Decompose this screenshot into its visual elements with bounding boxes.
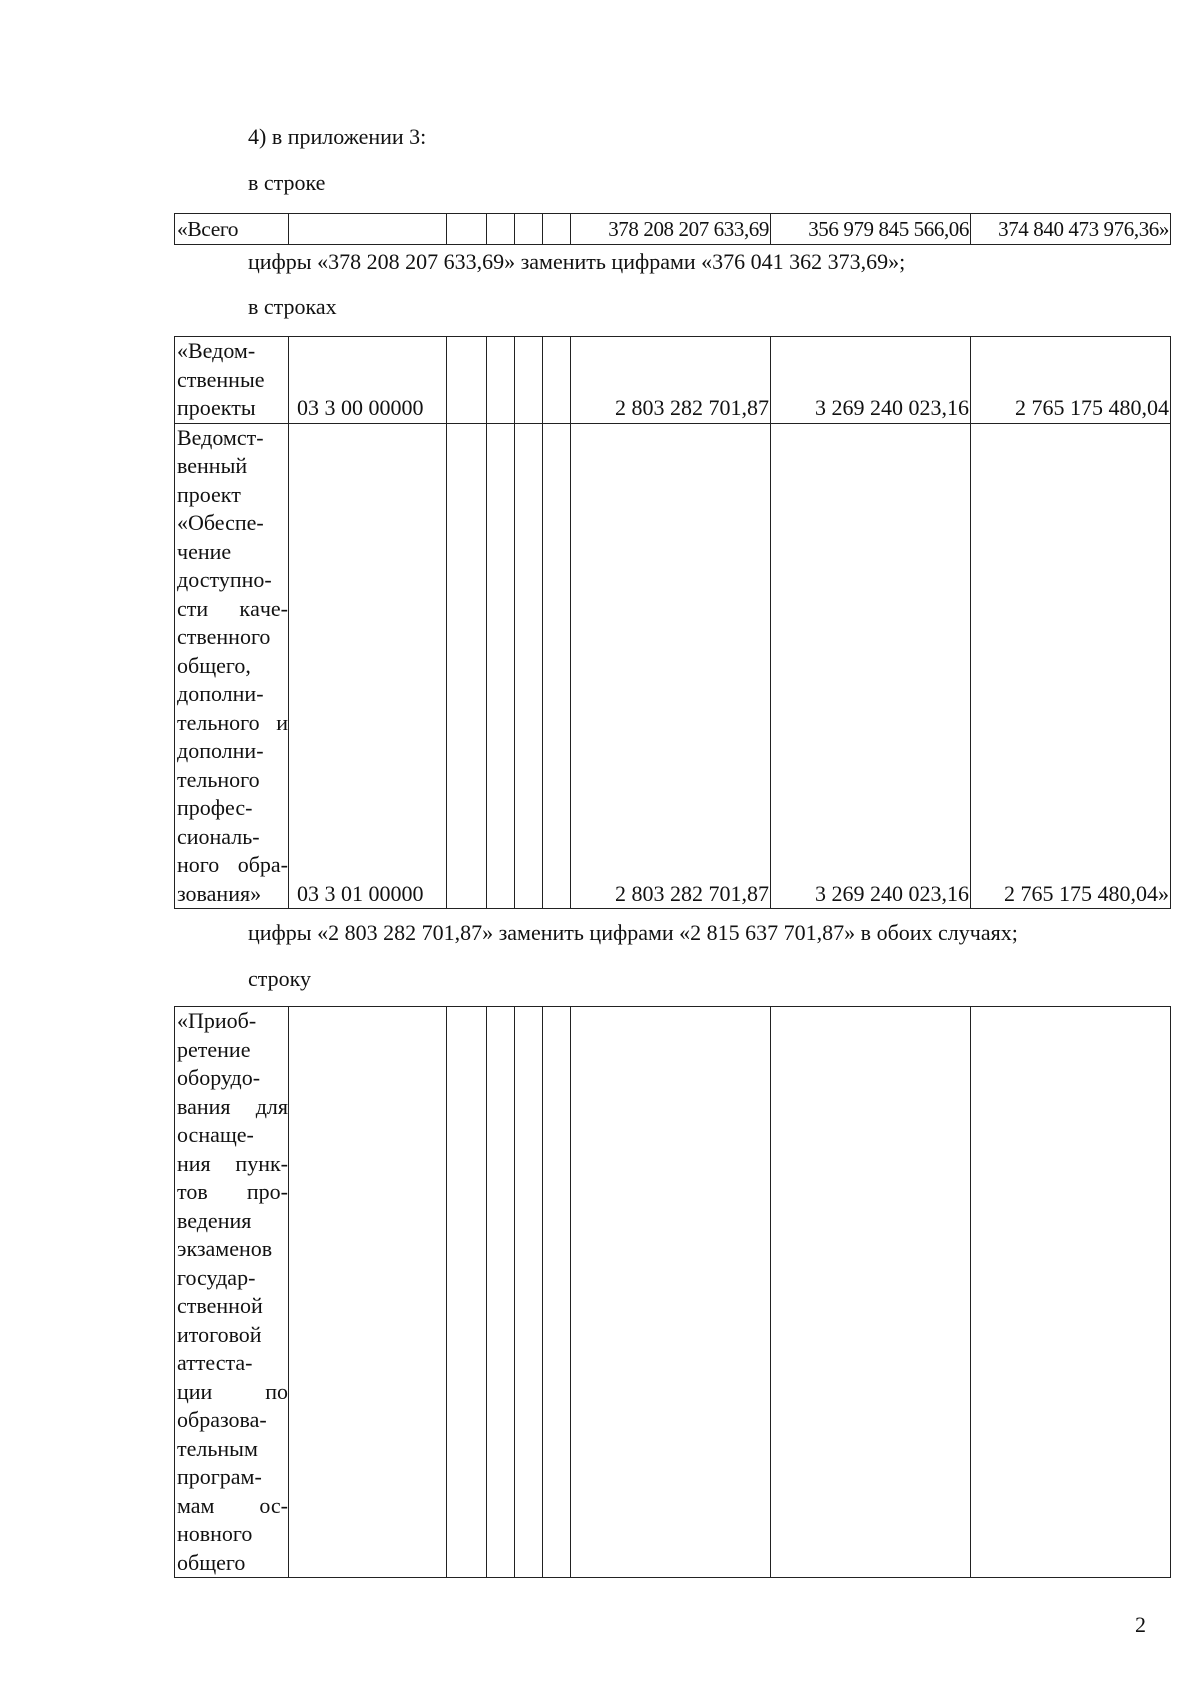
amount-cell: 2 803 282 701,87 — [571, 423, 771, 909]
row-name-line: оборудо- — [177, 1065, 261, 1090]
amount-cell: 378 208 207 633,69 — [571, 214, 771, 245]
table-row — [175, 214, 1171, 245]
table-equipment-row — [174, 1006, 1171, 1578]
empty-cell — [447, 423, 487, 909]
row-name — [175, 1007, 289, 1578]
row-name-line: тельным — [177, 1435, 258, 1461]
empty-cell — [289, 1007, 447, 1578]
empty-cell — [289, 214, 447, 245]
amount-cell: 3 269 240 023,16 — [771, 423, 971, 909]
empty-cell — [543, 423, 571, 909]
paragraph-replace-projects: цифры «2 803 282 701,87» заменить цифрами «2 815 637 701,87» в обоих случаях; — [248, 920, 1018, 945]
empty-cell — [571, 1007, 771, 1578]
row-name — [175, 423, 289, 909]
row-name-line: общего — [177, 1549, 246, 1575]
row-name-line: оснаще- — [177, 1122, 254, 1147]
amount-cell: 2 803 282 701,87 — [571, 337, 771, 424]
empty-cell — [543, 1007, 571, 1578]
row-name-line: итоговой — [177, 1321, 262, 1347]
row-name-line: новного — [177, 1521, 253, 1546]
row-name — [175, 337, 289, 424]
table-departmental-projects — [174, 336, 1171, 909]
paragraph-in-row: в строке — [248, 170, 326, 195]
paragraph-in-rows: в строках — [248, 294, 337, 319]
row-name-line: экзаменов — [177, 1236, 273, 1261]
table-row — [175, 423, 1171, 909]
paragraph-replace-total: цифры «378 208 207 633,69» заменить цифрами «376 041 362 373,69»; — [248, 249, 906, 274]
amount-cell: 2 765 175 480,04 — [971, 337, 1171, 424]
table-row — [175, 1007, 1171, 1578]
row-name-line: вания для — [177, 1093, 288, 1119]
row-name-line: проект — [177, 481, 241, 507]
row-name-line: ции по — [177, 1378, 288, 1404]
empty-cell — [447, 337, 487, 424]
row-name-line: венный — [177, 453, 248, 478]
row-name-line: програм- — [177, 1464, 262, 1489]
row-name-line: тельного — [177, 766, 260, 792]
empty-cell — [543, 214, 571, 245]
row-name-line: ного обра- — [177, 852, 288, 877]
empty-cell — [971, 1007, 1171, 1578]
row-name-line: «Обеспе- — [177, 510, 264, 535]
row-name-line: сиональ- — [177, 823, 260, 849]
empty-cell — [447, 1007, 487, 1578]
code-cell: 03 3 00 00000 — [289, 337, 447, 424]
page-number: 2 — [1135, 1612, 1146, 1637]
paragraph-row: строку — [248, 966, 312, 991]
row-name-line: ственные — [177, 366, 265, 392]
row-name-line: «Приоб- — [177, 1008, 257, 1033]
amount-cell: 3 269 240 023,16 — [771, 337, 971, 424]
row-name: «Всего — [175, 214, 289, 245]
row-name-line: государ- — [177, 1264, 256, 1290]
row-name-line: чение — [177, 538, 232, 564]
row-name-line: ния пунк- — [177, 1150, 288, 1176]
row-name-line: ретение — [177, 1036, 251, 1062]
table-total-row — [174, 213, 1171, 245]
amount-cell: 356 979 845 566,06 — [771, 214, 971, 245]
row-name-line: общего, — [177, 652, 251, 678]
row-name-line: проекты — [177, 395, 256, 420]
row-name-line: тов про- — [177, 1179, 288, 1204]
paragraph-amendment-item: 4) в приложении 3: — [248, 124, 427, 149]
row-name-line: зования» — [177, 880, 262, 906]
row-name-line: мам ос- — [177, 1492, 288, 1518]
row-name-line: тельного и — [177, 709, 288, 735]
row-name-line: доступно- — [177, 567, 272, 592]
empty-cell — [515, 423, 543, 909]
table-row — [175, 337, 1171, 424]
amount-cell: 374 840 473 976,36» — [971, 214, 1171, 245]
empty-cell — [543, 337, 571, 424]
empty-cell — [487, 1007, 515, 1578]
empty-cell — [515, 337, 543, 424]
row-name-line: дополни- — [177, 681, 264, 706]
row-name-line: аттеста- — [177, 1350, 253, 1375]
empty-cell — [487, 337, 515, 424]
empty-cell — [515, 214, 543, 245]
empty-cell — [447, 214, 487, 245]
empty-cell — [487, 214, 515, 245]
code-cell: 03 3 01 00000 — [289, 423, 447, 909]
row-name-line: сти кaче- — [177, 595, 288, 621]
row-name-line: ственной — [177, 1293, 263, 1318]
row-name-line: ведения — [177, 1207, 252, 1233]
row-name-line: профес- — [177, 795, 253, 820]
empty-cell — [487, 423, 515, 909]
empty-cell — [515, 1007, 543, 1578]
amount-cell: 2 765 175 480,04» — [971, 423, 1171, 909]
row-name-line: образова- — [177, 1407, 267, 1432]
row-name-line: Ведомст- — [177, 424, 264, 450]
row-name-line: «Ведом- — [177, 338, 256, 363]
row-name-line: ственного — [177, 624, 271, 649]
row-name-line: дополни- — [177, 738, 264, 763]
empty-cell — [771, 1007, 971, 1578]
